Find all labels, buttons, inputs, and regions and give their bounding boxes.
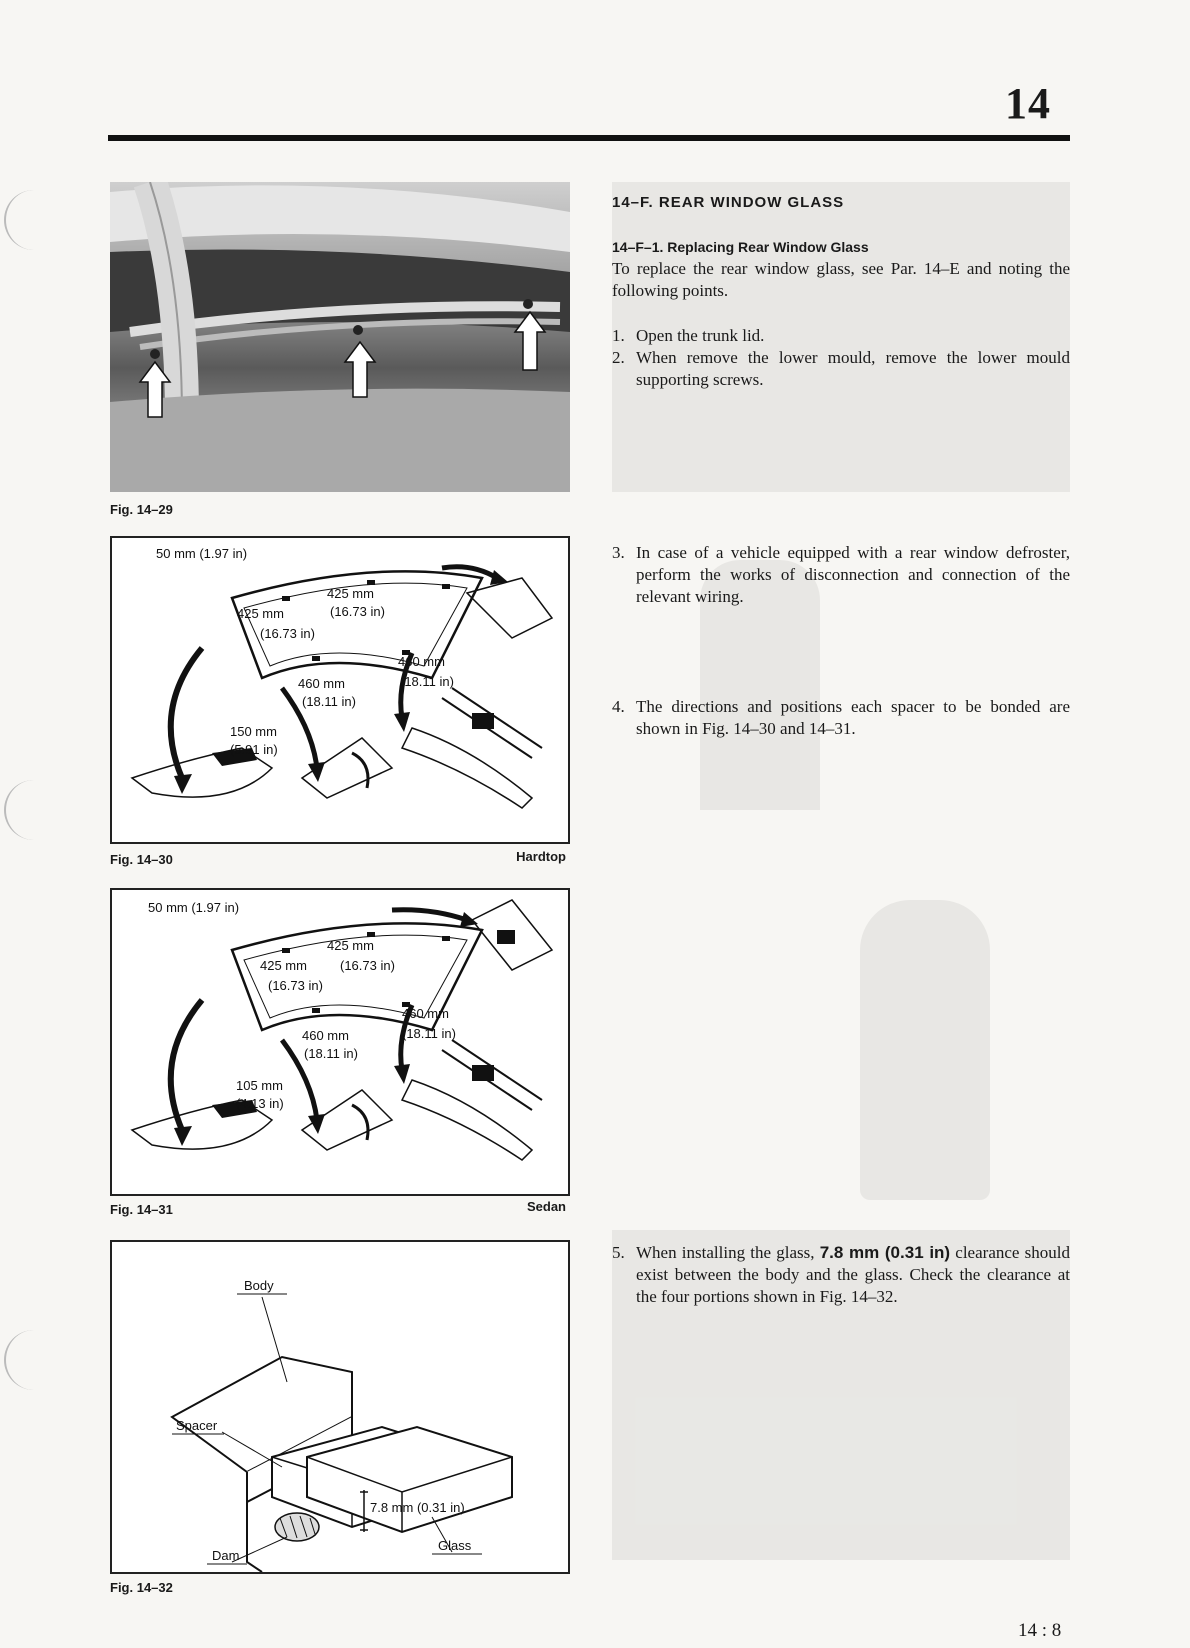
step-text: The directions and positions each spacer to be bonded are shown in Fig. 14–30 and 14–31. [636,697,1070,738]
dim-label: (16.73 in) [260,626,315,641]
dim-label: 460 mm [302,1028,349,1043]
punch-hole [4,1330,40,1390]
dim-label: 425 mm [327,938,374,953]
fig-caption: Fig. 14–29 [110,502,173,517]
header-rule [108,135,1070,141]
step-text-part: clearance should exist between the body and the glass. Check the clearance at the four portions shown in Fig. 14–32. [636,1243,1070,1306]
step-item [612,1242,1070,1308]
step-text: Open the trunk lid. [636,326,765,345]
showthrough-shadow [860,900,990,1200]
dim-label: 425 mm [260,958,307,973]
punch-hole [4,190,40,250]
step-text [636,1242,1070,1308]
trunk-photo [110,182,570,492]
punch-hole [4,780,40,840]
step-number: 4. [612,697,625,716]
dim-label: 425 mm [237,606,284,621]
step-text: In case of a vehicle equipped with a rear window defroster, perform the works of disconnection and connection of the relevant wiring. [636,543,1070,606]
fig-tag: Hardtop [516,849,566,864]
fig-tag: Sedan [526,1199,566,1214]
dim-label: 150 mm [230,724,277,739]
sedan-spacer-diagram [110,888,570,1196]
part-label-glass: Glass [438,1538,472,1553]
dim-label: 460 mm [398,654,445,669]
dim-label: (18.11 in) [304,1046,358,1061]
dim-label: 50 mm (1.97 in) [148,900,240,915]
dim-label: (18.11 in) [302,694,356,709]
dim-label: 460 mm [298,676,345,691]
clearance-label: 7.8 mm (0.31 in) [370,1500,465,1515]
page-number: 14 : 8 [1018,1620,1062,1641]
dim-label: 460 mm [402,1006,449,1021]
dim-label: 105 mm [236,1078,283,1093]
dim-label: (4.13 in) [236,1096,284,1111]
dim-label: (16.73 in) [268,978,323,993]
dim-label: 425 mm [327,586,374,601]
dim-label: (5.91 in) [230,742,278,757]
clearance-value: 7.8 mm (0.31 in) [819,1243,951,1262]
step-number: 3. [612,543,625,562]
step-text-part: When installing the glass, [636,1243,820,1262]
step-text: When remove the lower mould, remove the lower mould supporting screws. [636,348,1070,389]
hardtop-spacer-diagram [110,536,570,844]
section-heading: 14–F. REAR WINDOW GLASS [612,194,845,211]
fig-caption: Fig. 14–30 [110,852,173,867]
intro-paragraph: To replace the rear window glass, see Par. 14–E and noting the following points. [612,259,1070,300]
step-number: 1. [612,326,625,345]
step-item [612,696,1070,740]
dim-label: (18.11 in) [402,1026,456,1041]
dim-label: (16.73 in) [340,958,395,973]
subsection-heading: 14–F–1. Replacing Rear Window Glass [612,239,869,255]
step-item [612,542,1070,608]
dim-label: (16.73 in) [330,604,385,619]
clearance-diagram [110,1240,570,1574]
part-label-dam: Dam [212,1548,240,1563]
step-item [612,347,1070,391]
part-label-spacer: Spacer [176,1418,218,1433]
fig-caption: Fig. 14–32 [110,1580,173,1595]
dim-label: 50 mm (1.97 in) [156,546,248,561]
dim-label: (18.11 in) [400,674,454,689]
fig-caption: Fig. 14–31 [110,1202,173,1217]
step-number: 2. [612,348,625,367]
step-number: 5. [612,1243,625,1262]
chapter-number: 14 [1005,79,1051,128]
step-item [612,325,1070,347]
part-label-body: Body [244,1278,274,1293]
